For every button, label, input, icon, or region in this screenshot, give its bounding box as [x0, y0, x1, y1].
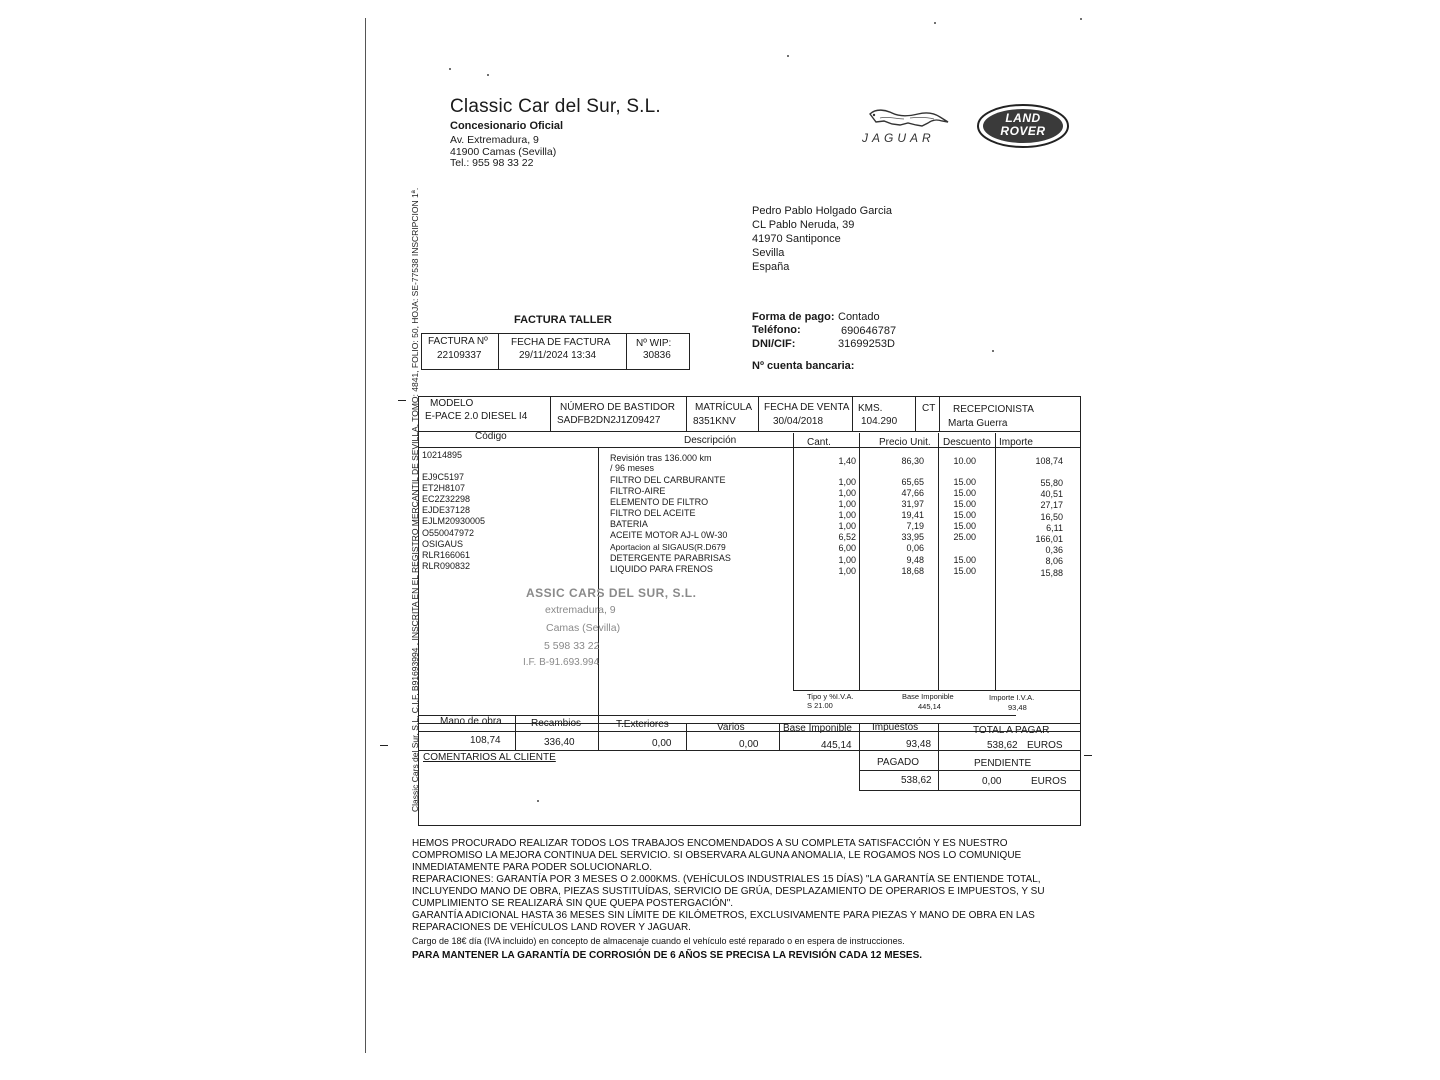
vat-type-label: Tipo y %I.V.A.: [807, 692, 854, 701]
item-qty: 1,00: [838, 477, 856, 487]
tax-base-label: Base Imponible: [902, 692, 954, 701]
scan-page-edge: [365, 18, 366, 1053]
divider: [758, 396, 759, 431]
paid-value: 538,62: [901, 775, 932, 786]
misc-label: Varios: [717, 722, 745, 733]
pending-value: 0,00: [982, 776, 1002, 787]
column-header-unit-price: Precio Unit.: [879, 437, 931, 448]
divider: [598, 715, 599, 750]
total-currency: EUROS: [1027, 740, 1063, 751]
margin-tick: [398, 400, 406, 401]
customer-name: Pedro Pablo Holgado Garcia: [752, 205, 893, 217]
item-price: 86,30: [901, 456, 924, 466]
divider: [859, 770, 1080, 771]
divider: [938, 433, 939, 690]
phone-value: 690646787: [841, 325, 897, 337]
paid-label: PAGADO: [877, 757, 920, 768]
divider: [859, 790, 1080, 791]
customer-country: España: [752, 261, 790, 273]
footer-line: PARA MANTENER LA GARANTÍA DE CORROSIÓN DE 6 AÑOS SE PRECISA LA REVISIÓN CADA 12 MESES.: [412, 950, 923, 961]
payment-method-label: Forma de pago:: [752, 311, 835, 323]
kms-value: 104.290: [861, 416, 898, 427]
item-price: 7,19: [906, 521, 924, 531]
item-price: 18,68: [901, 566, 924, 576]
invoice-title: FACTURA TALLER: [514, 314, 612, 326]
external-work-label: T.Exteriores: [616, 719, 669, 730]
item-qty: 1,00: [838, 488, 856, 498]
scan-speck: [487, 74, 489, 76]
company-phone: Tel.: 955 98 33 22: [450, 157, 534, 169]
kms-label: KMS.: [858, 403, 883, 414]
jaguar-wordmark: JAGUAR: [862, 131, 935, 145]
item-discount: 15.00: [953, 521, 976, 531]
item-discount: 15.00: [953, 499, 976, 509]
vat-amount-value: 93,48: [1008, 703, 1027, 712]
item-description: DETERGENTE PARABRISAS: [610, 553, 731, 563]
item-discount: 15.00: [953, 566, 976, 576]
column-header-qty: Cant.: [807, 437, 831, 448]
footer-line: REPARACIONES: GARANTÍA POR 3 MESES O 2.000KMS. (VEHÍCULOS INDUSTRIALES 15 DÍAS) "LA GARANTÍA SE ENTIENDE TOTAL,: [412, 874, 1041, 885]
model-label: MODELO: [430, 398, 474, 409]
item-qty: 1,00: [838, 499, 856, 509]
footer-line: REPARACIONES DE VEHÍCULOS LAND ROVER Y JAGUAR.: [412, 922, 691, 933]
invoice-number-label: FACTURA Nº: [428, 336, 488, 347]
item-description: Aportacion al SIGAUS(R.D679: [610, 542, 726, 552]
item-discount: 15.00: [953, 510, 976, 520]
item-amount: 55,80: [1040, 478, 1063, 488]
item-price: 0,06: [906, 543, 924, 553]
sale-date-value: 30/04/2018: [773, 416, 824, 427]
column-header-discount: Descuento: [943, 437, 991, 448]
invoice-date-label: FECHA DE FACTURA: [511, 337, 611, 348]
scan-speck: [992, 350, 994, 352]
plate-value: 8351KNV: [693, 416, 736, 427]
item-description: ELEMENTO DE FILTRO: [610, 497, 709, 507]
receptionist-label: RECEPCIONISTA: [953, 404, 1034, 415]
item-qty: 1,40: [838, 456, 856, 466]
item-amount: 16,50: [1040, 512, 1063, 522]
scan-speck: [934, 22, 936, 24]
item-discount: 15.00: [953, 555, 976, 565]
item-code: 10214895: [422, 450, 463, 460]
bank-account-label: Nº cuenta bancaria:: [752, 360, 855, 372]
labor-label: Mano de obra: [440, 716, 502, 727]
footer-line: CUMPLIMIENTO SE REALIZARÁ SIN QUE QUEPA POSTERGACIÓN".: [412, 898, 734, 909]
divider: [915, 396, 916, 431]
vat-type-value: S 21.00: [807, 701, 833, 710]
customer-province: Sevilla: [752, 247, 785, 259]
item-code: O550047972: [422, 528, 475, 538]
landrover-wordmark-line1: LAND: [1005, 111, 1041, 125]
base-label: Base Imponible: [783, 723, 852, 734]
item-code: EJLM20930005: [422, 516, 486, 526]
footer-line: INMEDIATAMENTE PARA PODER SOLUCIONARLO.: [412, 862, 653, 873]
customer-street: CL Pablo Neruda, 39: [752, 219, 855, 231]
item-description: Revisión tras 136.000 km: [610, 453, 712, 463]
divider: [686, 396, 687, 431]
divider: [550, 396, 551, 431]
base-value: 445,14: [821, 740, 852, 751]
payment-method-value: Contado: [838, 311, 880, 323]
item-discount: 15.00: [953, 477, 976, 487]
vin-value: SADFB2DN2J1Z09427: [557, 415, 661, 426]
item-qty: 6,52: [838, 532, 856, 542]
divider: [939, 396, 940, 431]
item-description: ACEITE MOTOR AJ-L 0W-30: [610, 530, 728, 540]
company-address-line1: Av. Extremadura, 9: [450, 134, 539, 146]
item-discount: 25.00: [953, 532, 976, 542]
sale-date-label: FECHA DE VENTA: [764, 402, 850, 413]
dni-label: DNI/CIF:: [752, 338, 796, 350]
tax-base-value: 445,14: [918, 702, 941, 711]
item-amount: 40,51: [1040, 489, 1063, 499]
total-label: TOTAL A PAGAR: [973, 725, 1050, 736]
customer-city: 41970 Santiponce: [752, 233, 841, 245]
item-description: LIQUIDO PARA FRENOS: [610, 564, 713, 574]
divider: [418, 750, 1080, 751]
wip-label: Nº WIP:: [636, 338, 672, 349]
item-qty: 6,00: [838, 543, 856, 553]
divider: [418, 723, 1080, 724]
misc-value: 0,00: [739, 739, 759, 750]
landrover-wordmark-line2: ROVER: [1000, 124, 1046, 138]
item-description: BATERIA: [610, 519, 648, 529]
divider: [515, 715, 516, 750]
item-amount: 166,01: [1035, 534, 1063, 544]
ct-label: CT: [922, 403, 936, 414]
item-amount: 8,06: [1045, 556, 1063, 566]
divider: [418, 715, 1016, 716]
phone-label: Teléfono:: [752, 324, 801, 336]
item-amount: 108,74: [1035, 456, 1063, 466]
pending-label: PENDIENTE: [974, 758, 1032, 769]
scan-speck: [449, 68, 451, 70]
item-code: RLR090832: [422, 561, 471, 571]
invoice-number-value: 22109337: [437, 350, 482, 361]
company-subtitle: Concesionario Oficial: [450, 120, 564, 132]
company-name: Classic Car del Sur, S.L.: [450, 96, 661, 117]
invoice-date-value: 29/11/2024 13:34: [519, 350, 597, 361]
landrover-logo: [976, 103, 1070, 149]
divider: [498, 333, 499, 369]
item-discount: 15.00: [953, 488, 976, 498]
item-qty: 1,00: [838, 566, 856, 576]
item-price: 33,95: [901, 532, 924, 542]
divider: [995, 433, 996, 690]
margin-tick: [1084, 755, 1092, 756]
item-price: 19,41: [901, 510, 924, 520]
receptionist-value: Marta Guerra: [948, 418, 1008, 429]
parts-value: 336,40: [544, 737, 575, 748]
item-discount: 10.00: [953, 456, 976, 466]
item-code: EC2Z32298: [422, 494, 471, 504]
parts-label: Recambios: [531, 718, 582, 729]
footer-line: HEMOS PROCURADO REALIZAR TODOS LOS TRABAJOS ENCOMENDADOS A SU COMPLETA SATISFACCIÓN Y ES NUESTRO: [412, 838, 1008, 849]
plate-label: MATRÍCULA: [695, 402, 753, 413]
vin-label: NÚMERO DE BASTIDOR: [560, 402, 676, 413]
divider: [793, 433, 794, 690]
item-amount: 6,11: [1046, 523, 1063, 533]
divider: [686, 723, 687, 750]
company-stamp-line3: Camas (Sevilla): [546, 622, 621, 634]
footer-line: COMPROMISO LA MEJORA CONTINUA DEL SERVICIO. SI OBSERVARA ALGUNA ANOMALIA, LE ROGAMOS NOS LO COMUNIQUE: [412, 850, 1022, 861]
taxes-label: Impuestos: [872, 722, 919, 733]
item-description: FILTRO DEL ACEITE: [610, 508, 696, 518]
jaguar-logo: [856, 104, 958, 148]
divider: [793, 690, 1080, 691]
company-stamp-line2: extremadura, 9: [545, 604, 616, 616]
company-stamp-line4: 5 598 33 22: [544, 640, 600, 652]
company-stamp-line1: ASSIC CARS DEL SUR, S.L.: [526, 586, 697, 600]
item-code: RLR166061: [422, 550, 471, 560]
registry-vertical-text: Classic Cars del Sur, S.L. C.I.F. B91693994 , INSCRITA EN EL REGISTRO MERCANTIL DE SEVILLA, TOMO: 4841, FOLIO: 50, HOJA: SE-77538 INSCRIPCION 1ª.: [410, 187, 420, 812]
divider: [779, 723, 780, 750]
item-description: FILTRO-AIRE: [610, 486, 666, 496]
item-code: EJDE37128: [422, 505, 471, 515]
labor-value: 108,74: [470, 735, 501, 746]
item-price: 31,97: [901, 499, 924, 509]
footer-line: GARANTÍA ADICIONAL HASTA 36 MESES SIN LÍMITE DE KILÓMETROS, EXCLUSIVAMENTE PARA PIEZAS Y MANO DE OBRA EN LAS: [412, 910, 1035, 921]
item-price: 47,66: [901, 488, 924, 498]
divider: [626, 333, 627, 369]
column-header-description: Descripción: [684, 435, 737, 446]
external-work-value: 0,00: [652, 738, 672, 749]
item-code: ET2H8107: [422, 483, 466, 493]
model-value: E-PACE 2.0 DIESEL I4: [425, 411, 528, 422]
company-stamp-line5: I.F. B-91.693.994: [523, 657, 600, 668]
divider: [852, 396, 853, 431]
divider: [938, 723, 939, 790]
item-description-cont: / 96 meses: [610, 463, 655, 473]
item-qty: 1,00: [838, 555, 856, 565]
item-code: OSIGAUS: [422, 539, 464, 549]
footer-line: INCLUYENDO MANO DE OBRA, PIEZAS SUSTITUÍDAS, SERVICIO DE GRÚA, DESPLAZAMIENTO DE OPERARIOS E IMPUESTOS, Y SU: [412, 886, 1045, 897]
column-header-amount: Importe: [999, 437, 1033, 448]
margin-tick: [380, 745, 388, 746]
item-qty: 1,00: [838, 510, 856, 520]
divider: [598, 447, 599, 723]
scan-speck: [1080, 18, 1082, 20]
item-amount: 15,88: [1040, 568, 1063, 578]
item-amount: 27,17: [1040, 500, 1063, 510]
divider: [859, 723, 860, 790]
dni-value: 31699253D: [838, 338, 895, 350]
total-value: 538,62: [987, 740, 1018, 751]
customer-comments-label: COMENTARIOS AL CLIENTE: [423, 752, 556, 763]
item-code: EJ9C5197: [422, 472, 465, 482]
footer-line: Cargo de 18€ día (IVA incluido) en concepto de almacenaje cuando el vehículo esté reparado o en espera de instrucciones.: [412, 936, 905, 946]
vat-amount-label: Importe I.V.A.: [989, 693, 1035, 702]
divider: [418, 431, 1080, 432]
wip-value: 30836: [643, 350, 671, 361]
item-price: 9,48: [906, 555, 924, 565]
pending-currency: EUROS: [1031, 776, 1067, 787]
item-qty: 1,00: [838, 521, 856, 531]
company-address-line2: 41900 Camas (Sevilla): [450, 146, 557, 158]
scan-speck: [787, 55, 789, 57]
item-description: FILTRO DEL CARBURANTE: [610, 475, 726, 485]
divider: [859, 433, 860, 690]
item-amount: 0,36: [1045, 545, 1063, 555]
column-header-code: Código: [475, 431, 507, 442]
taxes-value: 93,48: [906, 739, 932, 750]
item-price: 65,65: [901, 477, 924, 487]
